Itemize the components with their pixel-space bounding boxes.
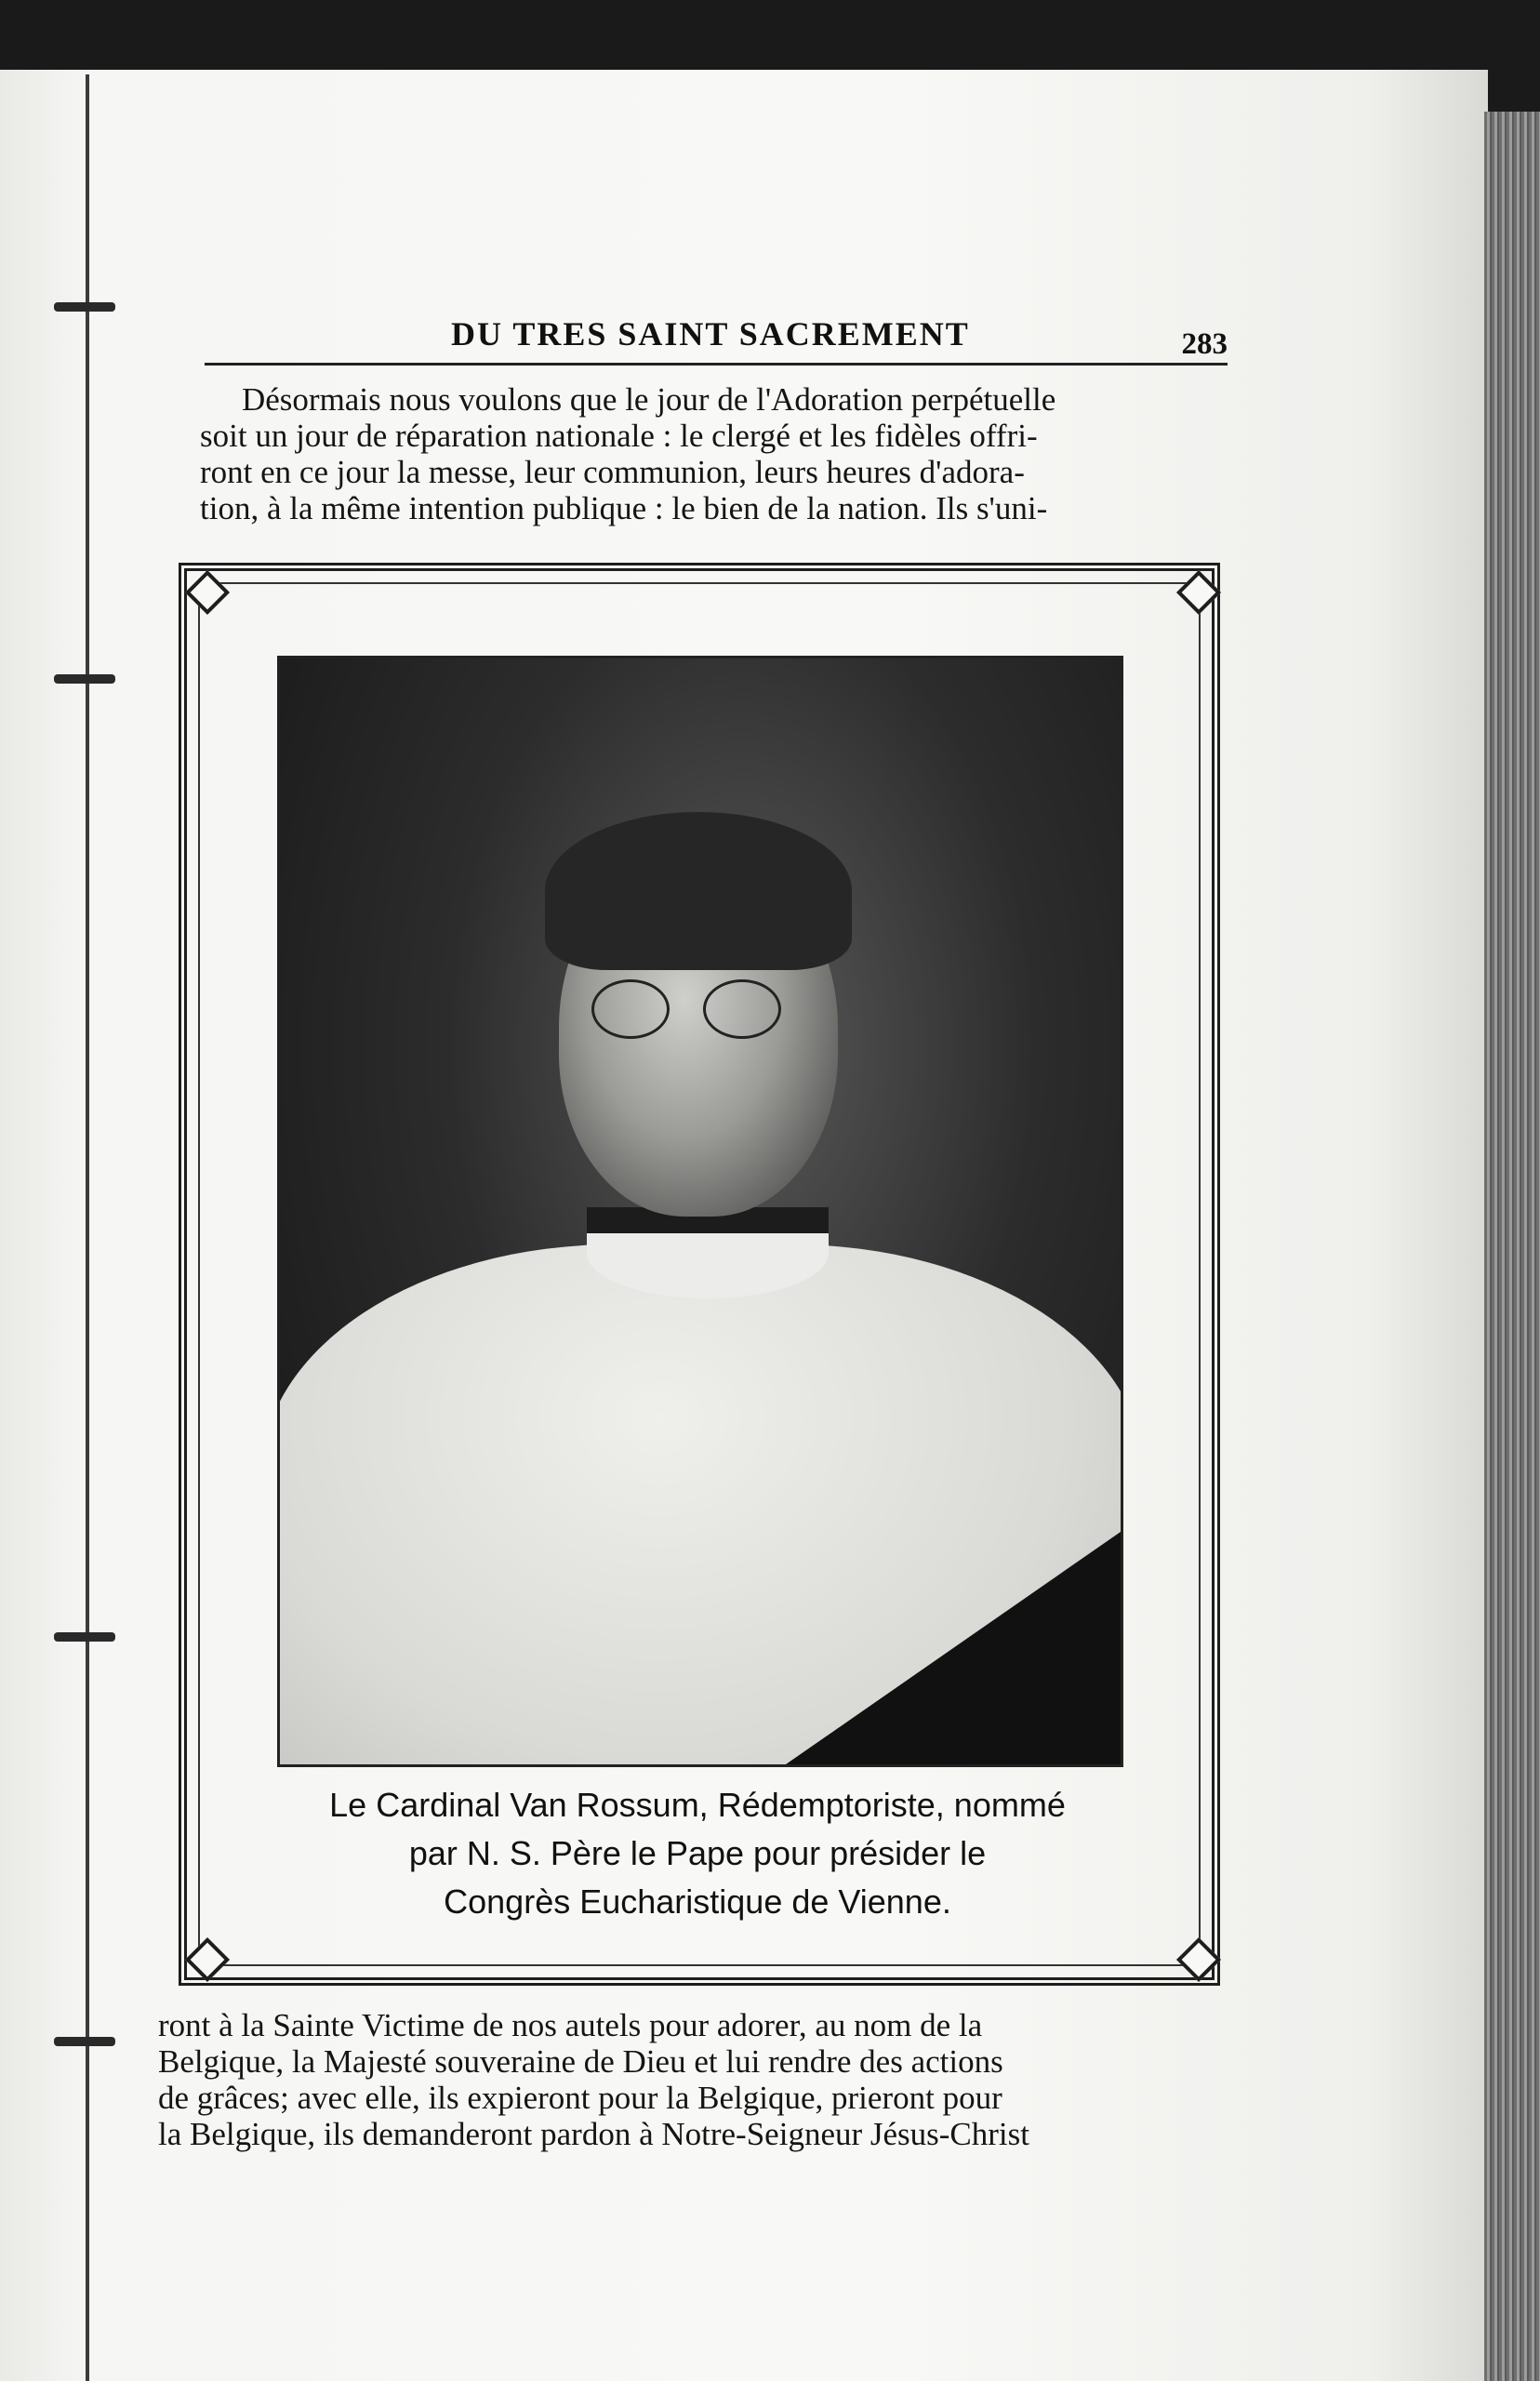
bottom-paragraph	[158, 2007, 1190, 2152]
text-line: Désormais nous voulons que le jour de l'Adoration perpétuelle	[242, 381, 1056, 418]
portrait-glasses-lens	[703, 979, 781, 1039]
figure-caption	[251, 1781, 1144, 1926]
caption-line: Le Cardinal Van Rossum, Rédemptoriste, nommé	[329, 1786, 1066, 1824]
running-title: DU TRES SAINT SACREMENT	[451, 315, 970, 352]
portrait-robe-shadow	[786, 1532, 1121, 1764]
binding-thread-mark	[54, 302, 115, 312]
top-paragraph	[200, 381, 1232, 526]
page-stack-edge	[1484, 112, 1540, 2381]
portrait-photograph	[277, 656, 1123, 1767]
text-line: la Belgique, ils demanderont pardon à Notre-Seigneur Jésus-Christ	[158, 2116, 1030, 2152]
portrait-glasses-lens	[591, 979, 670, 1039]
text-line: ront en ce jour la messe, leur communion, leurs heures d'adora-	[200, 454, 1025, 490]
caption-line: Congrès Eucharistique de Vienne.	[444, 1882, 951, 1921]
binding-thread-mark	[54, 1632, 115, 1642]
portrait-hair	[545, 812, 852, 970]
text-line: ront à la Sainte Victime de nos autels pour adorer, au nom de la	[158, 2007, 983, 2043]
portrait-collar	[587, 1207, 829, 1298]
binding-gutter	[86, 74, 89, 2381]
text-line: Belgique, la Majesté souveraine de Dieu et lui rendre des actions	[158, 2043, 1003, 2080]
binding-thread-mark	[54, 674, 115, 684]
caption-line: par N. S. Père le Pape pour présider le	[408, 1834, 987, 1872]
page-number: 283	[1181, 327, 1228, 361]
text-line: de grâces; avec elle, ils expieront pour la Belgique, prieront pour	[158, 2080, 1002, 2116]
running-head	[205, 314, 1228, 366]
binding-thread-mark	[54, 2037, 115, 2046]
text-line: soit un jour de réparation nationale : le clergé et les fidèles offri-	[200, 418, 1038, 454]
text-line: tion, à la même intention publique : le bien de la nation. Ils s'uni-	[200, 490, 1048, 526]
